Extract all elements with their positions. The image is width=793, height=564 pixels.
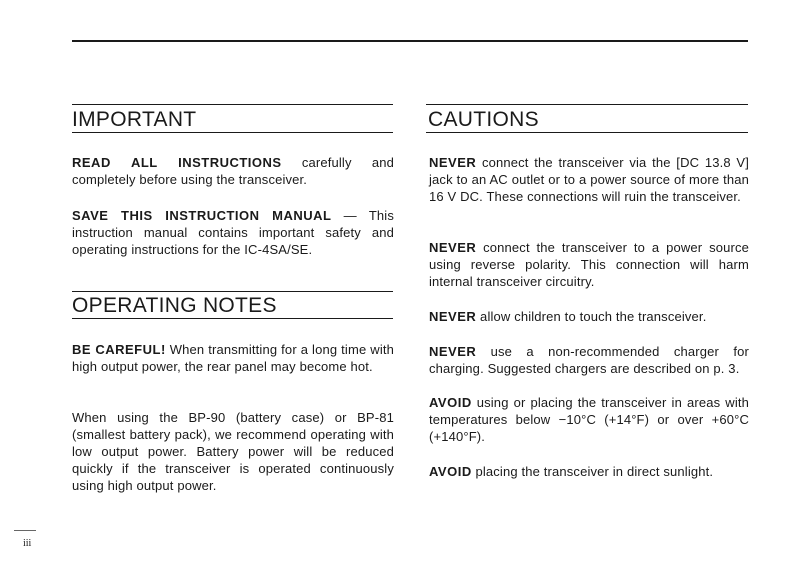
caution-item: [429, 154, 749, 205]
be-careful-text: When transmitting for a long time with high output power, the rear panel may become hot.: [72, 342, 394, 374]
save-manual-paragraph: [72, 207, 394, 258]
important-heading: IMPORTANT: [72, 108, 197, 131]
battery-text: When using the BP-90 (battery case) or BP-81 (smallest battery pack), we recommend operating with low output power. Battery power will be reduced quickly if the transceiver is operated continuously using high output power.: [72, 410, 394, 493]
caution-lead: NEVER: [429, 344, 477, 359]
important-bottom-rule: [72, 132, 393, 133]
page-number: iii: [23, 538, 32, 549]
caution-lead: NEVER: [429, 240, 477, 255]
be-careful-lead: BE CAREFUL!: [72, 342, 166, 357]
caution-text: use a non-recommended charger for charging. Suggested chargers are described on p. 3.: [429, 344, 749, 376]
caution-item: [429, 239, 749, 290]
save-manual-lead: SAVE THIS INSTRUCTION MANUAL: [72, 208, 332, 223]
operating-notes-heading: OPERATING NOTES: [72, 294, 277, 317]
caution-lead: AVOID: [429, 395, 472, 410]
caution-text: placing the transceiver in direct sunlight.: [471, 464, 714, 479]
caution-lead: NEVER: [429, 155, 477, 170]
operating-notes-bottom-rule: [72, 318, 393, 319]
cautions-top-rule: [426, 104, 748, 105]
caution-text: using or placing the transceiver in areas with temperatures below −10°C (+14°F) or over +60°C (+140°F).: [429, 395, 749, 444]
important-top-rule: [72, 104, 393, 105]
read-instructions-lead: READ ALL INSTRUCTIONS: [72, 155, 282, 170]
top-rule: [72, 40, 748, 42]
read-instructions-text: carefully and completely before using the transceiver.: [72, 155, 394, 187]
read-instructions-paragraph: [72, 154, 394, 188]
cautions-heading: CAUTIONS: [428, 108, 539, 131]
operating-notes-top-rule: [72, 291, 393, 292]
caution-lead: NEVER: [429, 309, 477, 324]
battery-paragraph: [72, 409, 394, 494]
caution-item: [429, 463, 749, 480]
caution-item: [429, 308, 749, 325]
page-number-mark: [14, 530, 36, 531]
caution-text: connect the transceiver via the [DC 13.8 V] jack to an AC outlet or to a power source of more than 16 V DC. These connections will ruin the transceiver.: [429, 155, 749, 204]
be-careful-paragraph: [72, 341, 394, 375]
caution-text: allow children to touch the transceiver.: [476, 309, 707, 324]
save-manual-text: — This instruction manual contains important safety and operating instructions for the IC-4SA/SE.: [72, 208, 394, 257]
caution-lead: AVOID: [429, 464, 472, 479]
cautions-bottom-rule: [426, 132, 748, 133]
caution-item: [429, 394, 749, 445]
caution-item: [429, 343, 749, 377]
caution-text: connect the transceiver to a power source using reverse polarity. This connection will harm internal transceiver circuitry.: [429, 240, 749, 289]
